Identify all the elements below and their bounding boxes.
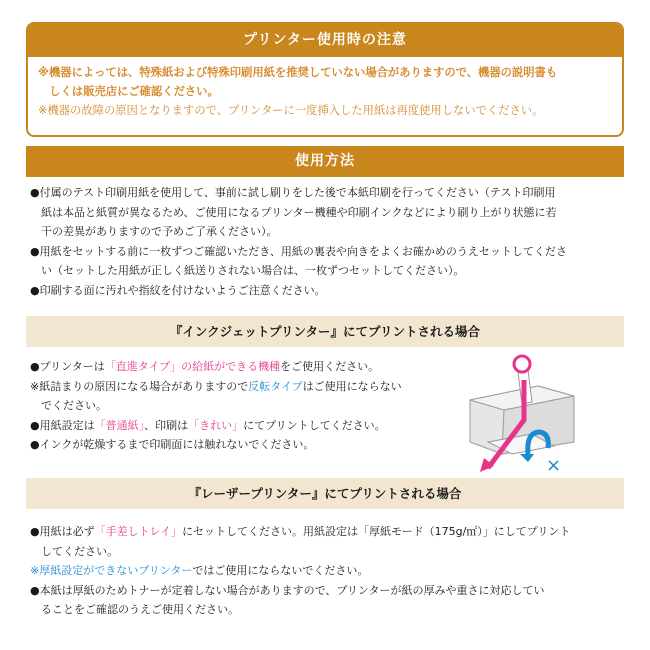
- usage-p3: ●印刷する面に汚れや指紋を付けないようご注意ください。: [30, 283, 326, 297]
- inkjet-line-4: ●インクが乾燥するまで印刷面には触れないでください。: [30, 438, 315, 451]
- laser-line-1: ●用紙は必ず「手差しトレイ」にセットしてください。用紙設定は「厚紙モード（175g/㎡）」にしてプリント: [30, 525, 571, 538]
- caution-line-2: ※機器の故障の原因となりますので、プリンターに一度挿入した用紙は再度使用しないでください。: [38, 104, 544, 117]
- ok-circle-icon: [514, 356, 530, 372]
- usage-title: 使用方法: [26, 146, 624, 177]
- usage-p1c: 干の差異がありますので予めご了承ください）。: [30, 225, 278, 238]
- caution-line-1b: しくは販売店にご確認ください。: [38, 85, 219, 98]
- inkjet-line-3: ●用紙設定は「普通紙」、印刷は「きれい」にてプリントしてください。: [30, 418, 386, 432]
- inkjet-line-2: ※紙詰まりの原因になる場合がありますので反転タイプはご使用にならない: [30, 379, 402, 393]
- usage-p1b: 紙は本品と紙質が異なるため、ご使用になるプリンター機種や印刷インクなどにより刷り上がり状態に若: [30, 205, 557, 219]
- laser-text: [30, 522, 570, 620]
- laser-line-3a: ●本紙は厚紙のためトナーが定着しない場合がありますので、プリンターが紙の厚みや重さに対応してい: [30, 583, 545, 597]
- laser-title: 『レーザープリンター』にてプリントされる場合: [26, 478, 624, 509]
- laser-line-1b: してください。: [30, 544, 118, 558]
- usage-text: [30, 183, 567, 300]
- caution-line-1a: ※機器によっては、特殊紙および特殊印刷用紙を推奨していない場合がありますので、機器の説明書も: [38, 66, 558, 79]
- usage-p2b: い（セットした用紙が正しく紙送りされない場合は、一枚ずつセットしてください）。: [30, 264, 465, 277]
- inkjet-text: [30, 357, 402, 455]
- ng-cross-icon: ×: [546, 455, 562, 475]
- usage-p1a: ●付属のテスト印刷用紙を使用して、事前に試し刷りをした後で本紙印刷を行ってください（テスト印刷用: [30, 186, 556, 199]
- caution-body: [28, 57, 622, 120]
- inkjet-line-1: ●プリンターは「直進タイプ」の給紙ができる機種をご使用ください。: [30, 360, 380, 373]
- laser-line-3b: ることをご確認のうえご使用ください。: [30, 603, 239, 616]
- printer-illustration: [458, 350, 578, 475]
- laser-line-2: ※厚紙設定ができないプリンターではご使用にならないでください。: [30, 564, 369, 577]
- usage-p2a: ●用紙をセットする前に一枚ずつご確認いただき、用紙の裏表や向きをよくお確かめのうえセットしてくださ: [30, 244, 567, 258]
- inkjet-title: 『インクジェットプリンター』にてプリントされる場合: [26, 316, 624, 347]
- caution-box: [26, 22, 624, 137]
- inkjet-line-2b: でください。: [30, 399, 107, 412]
- caution-title: プリンター使用時の注意: [28, 24, 622, 57]
